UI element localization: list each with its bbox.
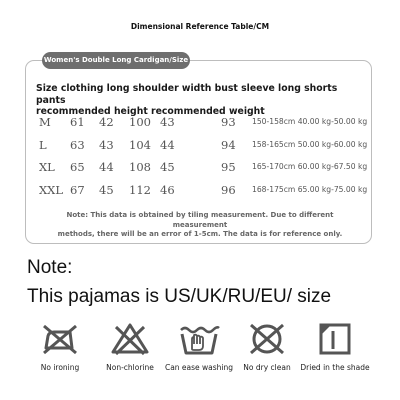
cell-bust: 100 xyxy=(129,115,151,129)
cell-clothing-long: 63 xyxy=(70,138,85,152)
cell-size: L xyxy=(39,138,47,152)
cell-size: M xyxy=(39,115,51,129)
cell-clothing-long: 61 xyxy=(70,115,85,129)
note-label: Note: xyxy=(27,257,73,278)
measurement-note xyxy=(40,211,360,240)
care-label: Can ease washing xyxy=(164,363,234,372)
cell-pants: 96 xyxy=(221,183,236,197)
cell-bust: 108 xyxy=(129,160,151,174)
care-label: Dried in the shade xyxy=(300,363,370,372)
table-row xyxy=(0,138,400,152)
cell-clothing-long: 65 xyxy=(70,160,85,174)
no-ironing-icon xyxy=(40,322,80,356)
table-row xyxy=(0,183,400,197)
no-dry-clean-icon xyxy=(247,322,287,356)
table-header xyxy=(36,83,366,118)
cell-bust: 112 xyxy=(129,183,151,197)
non-chlorine-icon xyxy=(110,322,150,356)
cell-sleeve: 43 xyxy=(160,115,175,129)
table-tag: Women's Double Long Cardigan/Size xyxy=(42,52,190,69)
cell-pants: 95 xyxy=(221,160,236,174)
cell-sleeve: 46 xyxy=(160,183,175,197)
page-title: Dimensional Reference Table/CM xyxy=(130,22,270,31)
cell-pants: 94 xyxy=(221,138,236,152)
care-label: No ironing xyxy=(40,363,80,372)
cell-recommendation: 150-158cm 40.00 kg-50.00 kg xyxy=(252,117,368,126)
care-item-no-ironing xyxy=(25,322,95,372)
table-row xyxy=(0,160,400,174)
care-label: No dry clean xyxy=(243,363,291,372)
cell-shoulder: 45 xyxy=(99,183,114,197)
care-item-non-chlorine xyxy=(95,322,165,372)
cell-recommendation: 158-165cm 50.00 kg-60.00 kg xyxy=(252,140,368,149)
table-row xyxy=(0,115,400,129)
table-header-line-1: Size clothing long shoulder width bust sleeve long shorts pants xyxy=(36,83,338,106)
cell-clothing-long: 67 xyxy=(70,183,85,197)
cell-size: XXL xyxy=(39,183,64,197)
cell-sleeve: 44 xyxy=(160,138,175,152)
size-standard-note: This pajamas is US/UK/RU/EU/ size xyxy=(27,286,332,307)
cell-pants: 93 xyxy=(221,115,236,129)
cell-shoulder: 44 xyxy=(99,160,114,174)
cell-recommendation: 165-170cm 60.00 kg-67.50 kg xyxy=(252,162,368,171)
cell-bust: 104 xyxy=(129,138,151,152)
care-item-hand-wash xyxy=(164,322,234,372)
cell-size: XL xyxy=(39,160,55,174)
hand-wash-icon xyxy=(177,322,221,356)
care-label: Non-chlorine xyxy=(106,363,154,372)
cell-shoulder: 42 xyxy=(99,115,114,129)
measurement-note-line-1: Note: This data is obtained by tiling measurement. Due to different measurement xyxy=(66,211,334,229)
care-item-no-dry-clean xyxy=(232,322,302,372)
measurement-note-line-2: methods, there will be an error of 1-5cm. The data is for reference only. xyxy=(57,230,343,238)
dry-in-shade-icon xyxy=(315,322,355,356)
table-header-line-2: recommended height recommended weight xyxy=(36,106,265,117)
care-item-dry-in-shade xyxy=(300,322,370,372)
cell-shoulder: 43 xyxy=(99,138,114,152)
cell-recommendation: 168-175cm 65.00 kg-75.00 kg xyxy=(252,185,368,194)
cell-sleeve: 45 xyxy=(160,160,175,174)
